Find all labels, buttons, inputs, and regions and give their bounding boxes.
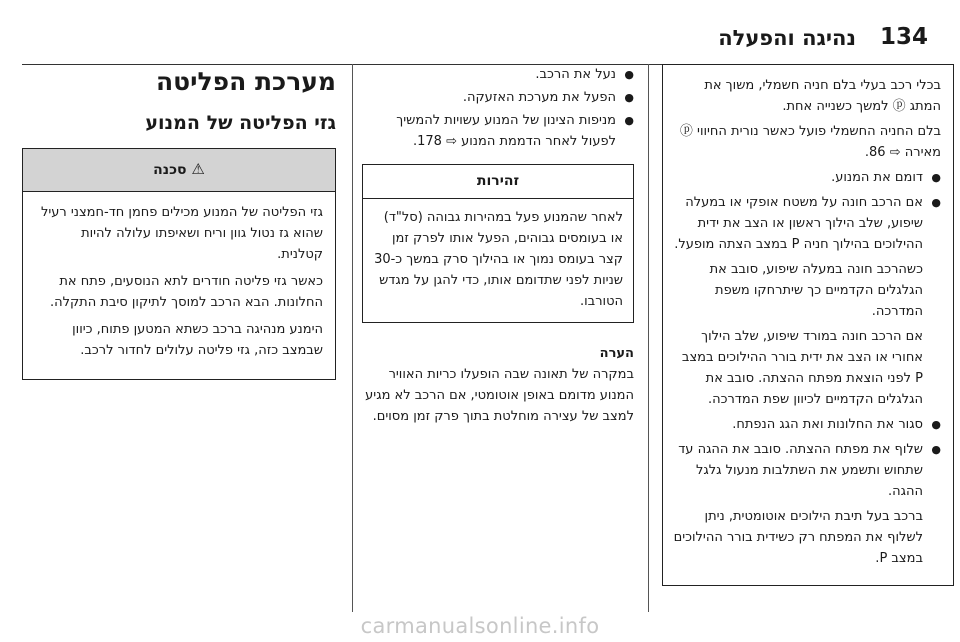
caution-title: זהירות xyxy=(363,165,633,199)
chapter-title: נהיגה והפעלה xyxy=(718,26,856,50)
parking-text: בכלי רכב בעלי בלם חניה חשמלי, משוך את המתג ⓟ למשך כשנייה אחת. xyxy=(704,78,941,114)
parking-bullet: ● שלוף את מפתח ההצתה. סובב את ההגה עד שתחוש ותשמע את השתלבות מנעול גלגל ההגה. xyxy=(673,439,941,502)
danger-text: הימנע מנהיגה ברכב כשתא המטען פתוח, כיוון שבמצב כזה, גזי פליטה עלולים לחדור לרכב. xyxy=(72,322,323,358)
parking-text: בלם החניה החשמלי פועל כאשר נורית החיווי ⓟ מאירה ⇨ 86. xyxy=(679,124,941,160)
parking-bullet: ● סגור את החלונות ואת הגג הנפתח. xyxy=(673,414,941,435)
page-number: 134 xyxy=(879,24,928,50)
danger-body xyxy=(23,192,335,379)
parking-text: ברכב בעל תיבת הילוכים אוטומטית, ניתן לשלוף את המפתח רק כשידית בורר ההילוכים במצב P. xyxy=(673,509,923,566)
parking-text: כשהרכב חונה במעלה שיפוע, סובב את הגלגלים הקדמיים כך שיתרחקו משפת המדרכה. xyxy=(709,262,923,319)
middle-column xyxy=(362,64,634,427)
watermark: carmanualsonline.info xyxy=(360,614,600,638)
caution-box xyxy=(362,164,634,323)
column-divider-left xyxy=(352,64,353,612)
note-body: במקרה של תאונה שבה הופעלו כריות האוויר המנוע מדומם באופן אוטומטי, אם הרכב לא מגיע למצב של עצירה מוחלטת בתוך פרק זמן מסוים. xyxy=(365,367,634,424)
page-header xyxy=(0,24,960,60)
note-title: הערה xyxy=(599,346,634,361)
list-item: ● נעל את הרכב. xyxy=(362,64,634,85)
danger-title: סכנה xyxy=(153,162,187,178)
danger-text: גזי הפליטה של המנוע מכילים פחמן חד-חמצני רעיל שהוא גז נטול גוון וריח ושאיפתו עלולה להיות קטלנית. xyxy=(40,205,323,262)
parking-text: אם הרכב חונה במורד שיפוע, שלב הילוך אחורי או הצב את ידית בורר ההילוכים במצב P לפני הוצאת מפתח ההצתה. סובב את הגלגלים הקדמיים לכיוון שפת המדרכה. xyxy=(681,329,923,407)
danger-header xyxy=(23,149,335,192)
parking-instructions-box xyxy=(662,64,954,586)
parking-bullet: ● דומם את המנוע. xyxy=(673,167,941,188)
exhaust-system-column xyxy=(22,64,336,380)
list-item: ● הפעל את מערכת האזעקה. xyxy=(362,87,634,108)
parking-bullet: ● אם הרכב חונה על משטח אופקי או במעלה שיפוע, שלב הילוך ראשון או הצב את ידית ההילוכים בהילוך חניה P במצב הצתה מופעל. xyxy=(673,192,941,255)
subsection-title: גזי הפליטה של המנוע xyxy=(145,112,336,134)
warning-triangle-icon: ⚠ xyxy=(191,160,205,178)
column-divider-right xyxy=(648,64,649,612)
caution-body: לאחר שהמנוע פעל במהירות גבוהה (סל"ד) או בעומסים גבוהים, הפעל אותו לפרק זמן קצר בעומס נמוך או בהילוך סרק במשך כ-30 שניות לפני שתדומם אותו, כדי להגן על מגדש הטורבו. xyxy=(374,210,623,309)
danger-box xyxy=(22,148,336,380)
list-item: ● מניפות הצינון של המנוע עשויות להמשיך לפעול לאחר הדממת המנוע ⇨ 178. xyxy=(362,110,634,152)
section-title: מערכת הפליטה xyxy=(156,67,336,96)
danger-text: כאשר גזי פליטה חודרים לתא הנוסעים, פתח את החלונות. הבא הרכב למוסך לתיקון סיבת התקלה. xyxy=(49,274,323,310)
